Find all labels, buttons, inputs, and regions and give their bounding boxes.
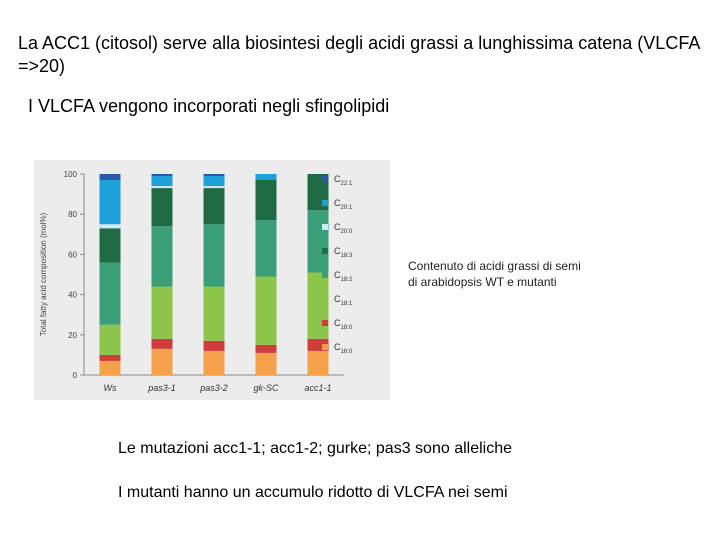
- note-alleles: Le mutazioni acc1-1; acc1-2; gurke; pas3 sono alleliche: [118, 440, 512, 457]
- y-tick-label-4: 80: [68, 210, 77, 220]
- legend-label-C20-0: $C_{20:0}$: [334, 222, 353, 235]
- bar-Ws-C18-3: [100, 228, 121, 262]
- legend-label-C16-0: $C_{16:0}$: [334, 342, 353, 355]
- bar-Ws-C20-1: [100, 180, 121, 224]
- x-tick-label-3: gk-SC: [253, 383, 279, 393]
- legend-label-C18-0: $C_{18:0}$: [334, 318, 353, 331]
- slide-title: La ACC1 (citosol) serve alla biosintesi degli acidi grassi a lunghissima catena (VLCFA =>20): [18, 33, 700, 76]
- bar-pas3-2-C18-1: [204, 287, 225, 341]
- bar-Ws-C18-1: [100, 325, 121, 355]
- bar-acc1-1-C16-0: [308, 351, 329, 375]
- bar-pas3-2-C22-1: [204, 174, 225, 176]
- bar-acc1-1-C18-2: [308, 210, 329, 272]
- legend-swatch-C20-0: [322, 224, 328, 230]
- bar-pas3-1-C22-1: [152, 174, 173, 176]
- bar-gk-SC-C18-3: [256, 180, 277, 220]
- bar-pas3-2-C20-1: [204, 176, 225, 186]
- legend-label-C22-1: $C_{22:1}$: [334, 174, 353, 187]
- bar-gk-SC-C20-1: [256, 174, 277, 180]
- legend-swatch-C20-1: [322, 200, 328, 206]
- bar-pas3-2-C18-2: [204, 224, 225, 286]
- bar-pas3-1-C20-1: [152, 176, 173, 186]
- legend-label-C18-2: $C_{18:2}$: [334, 270, 353, 283]
- legend-swatch-C18-3: [322, 248, 328, 254]
- bar-Ws-C22-1: [100, 174, 121, 180]
- bar-pas3-1-C16-0: [152, 349, 173, 375]
- bar-pas3-2-C20-0: [204, 186, 225, 188]
- note-vlcfa: I mutanti hanno un accumulo ridotto di VLCFA nei semi: [118, 484, 508, 501]
- y-axis-label: Total fatty acid composition (mol%): [39, 212, 48, 337]
- bar-gk-SC-C18-1: [256, 277, 277, 345]
- bar-pas3-1-C18-1: [152, 287, 173, 339]
- bar-pas3-1-C20-0: [152, 186, 173, 188]
- bar-pas3-1-C18-2: [152, 226, 173, 286]
- chart-caption: [408, 258, 638, 290]
- bar-pas3-1-C18-3: [152, 188, 173, 226]
- bar-Ws-C20-0: [100, 224, 121, 228]
- bar-Ws-C18-0: [100, 355, 121, 361]
- bar-pas3-2-C18-3: [204, 188, 225, 224]
- legend-label-C20-1: $C_{20:1}$: [334, 198, 353, 211]
- bar-pas3-1-C18-0: [152, 339, 173, 349]
- chart-image: [34, 160, 390, 400]
- y-tick-label-5: 100: [63, 170, 77, 179]
- slide-subtitle: I VLCFA vengono incorporati negli sfingolipidi: [28, 96, 390, 116]
- y-tick-label-0: 0: [72, 371, 77, 380]
- x-tick-label-2: pas3-2: [200, 383, 228, 393]
- legend-swatch-C16-0: [322, 344, 328, 350]
- legend-swatch-C18-1: [322, 296, 328, 302]
- legend-swatch-C22-1: [322, 176, 328, 182]
- legend-swatch-C18-2: [322, 272, 328, 278]
- legend-swatch-C18-0: [322, 320, 328, 326]
- bar-acc1-1-C18-1: [308, 272, 329, 338]
- caption-line-1: Contenuto di acidi grassi di semi: [408, 259, 581, 273]
- y-tick-label-1: 20: [68, 330, 77, 340]
- legend-label-C18-1: $C_{18:1}$: [334, 294, 353, 307]
- x-tick-label-0: Ws: [103, 383, 117, 393]
- y-tick-label-2: 40: [68, 290, 77, 300]
- bar-Ws-C18-2: [100, 262, 121, 324]
- bar-gk-SC-C18-2: [256, 220, 277, 276]
- caption-line-2: di arabidopsis WT e mutanti: [408, 275, 557, 289]
- legend-label-C18-3: $C_{18:3}$: [334, 246, 353, 259]
- bar-gk-SC-C18-0: [256, 345, 277, 353]
- y-tick-label-3: 60: [68, 250, 77, 260]
- bar-Ws-C16-0: [100, 361, 121, 375]
- x-tick-label-1: pas3-1: [148, 383, 176, 393]
- bar-pas3-2-C16-0: [204, 351, 225, 375]
- x-tick-label-4: acc1-1: [304, 383, 332, 393]
- stacked-bar-chart: [34, 160, 390, 400]
- bar-pas3-2-C18-0: [204, 341, 225, 351]
- bar-gk-SC-C16-0: [256, 353, 277, 375]
